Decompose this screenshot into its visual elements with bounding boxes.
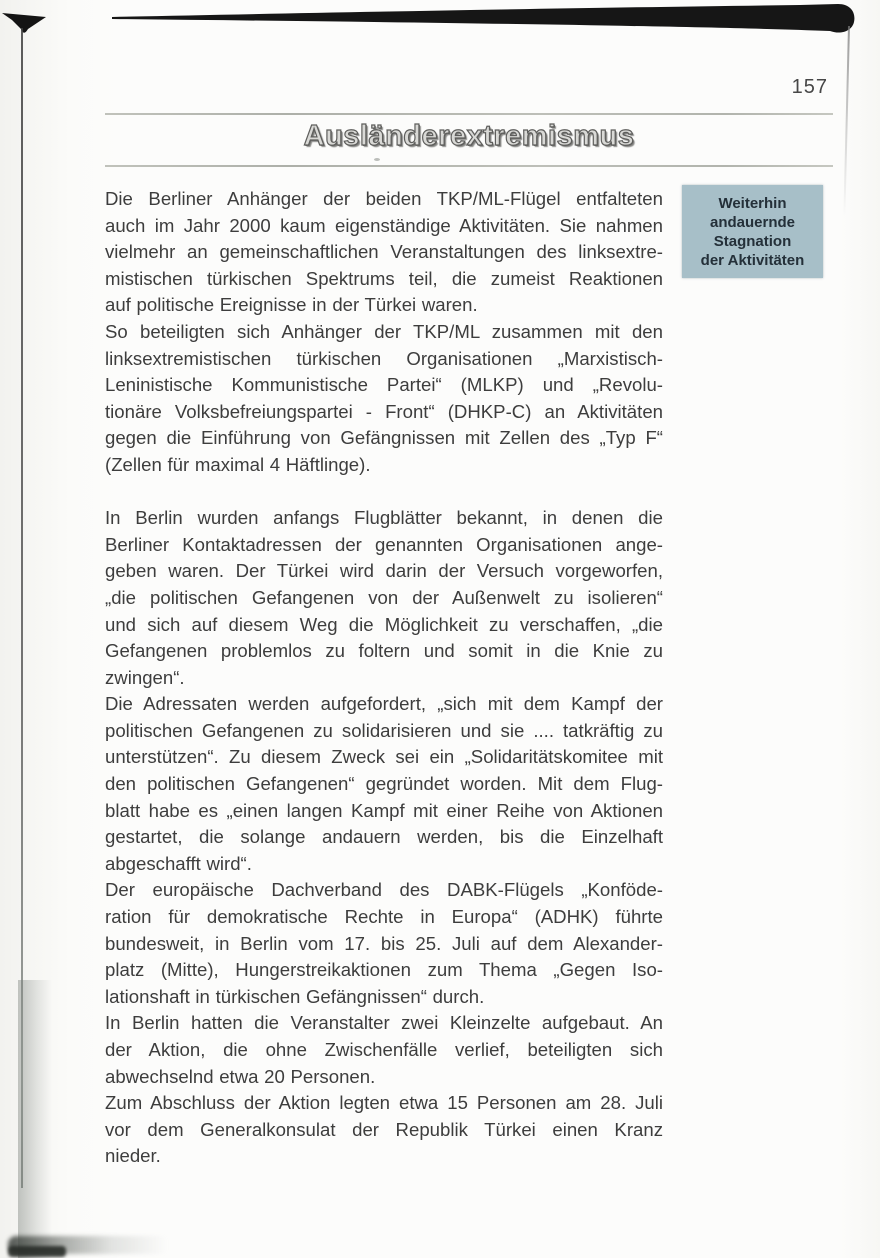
text-line: lationshaft in türkischen Gefängnissen“ durch. [105, 985, 485, 1007]
text-line: Der europäische Dachverband des DABK-Flügels „Konföde- [105, 879, 663, 901]
text-line: auf politische Ereignisse in der Türkei waren. [105, 294, 478, 316]
paragraph [105, 1090, 663, 1170]
text-line: gestartet, die solange andauern werden, bis die Einzelhaft [105, 826, 663, 848]
text-line: auch im Jahr 2000 kaum eigenständige Aktivitäten. Sie nahmen [105, 214, 663, 236]
page-title: Ausländerextremismus [303, 120, 635, 152]
sidebar-note-line: Weiterhin [718, 195, 787, 212]
sidebar-note-line: der Aktivitäten [700, 252, 805, 269]
scan-artifact-top-streak [0, 0, 880, 50]
title-divider-bottom [105, 165, 833, 167]
scan-artifact-corner-fold [0, 0, 60, 45]
paragraph [105, 1010, 663, 1090]
scan-artifact-right-edge [843, 26, 850, 216]
text-line: abwechselnd etwa 20 Personen. [105, 1065, 376, 1087]
text-line: Die Berliner Anhänger der beiden TKP/ML-Flügel entfalteten [105, 188, 663, 209]
paragraph [105, 319, 663, 479]
paragraph [105, 505, 663, 691]
text-line: So beteiligten sich Anhänger der TKP/ML zusammen mit den [105, 320, 663, 342]
text-section [105, 505, 663, 1170]
text-line: Berliner Kontaktadressen der genannten Organisationen ange- [105, 533, 663, 555]
text-line: mistischen türkischen Spektrums teil, die zumeist Reaktionen [105, 267, 663, 289]
text-line: abgeschafft wird“. [105, 852, 252, 874]
text-line: vielmehr an gemeinschaftlichen Veranstaltungen des linksextre- [105, 241, 663, 263]
scan-artifact-bottom-corner [8, 1246, 66, 1257]
text-line: den politischen Gefangenen“ gegründet worden. Mit dem Flug- [105, 773, 663, 795]
text-line: unterstützen“. Zu diesem Zweck sei ein „Solidaritätskomitee mit [105, 746, 663, 768]
text-line: geben waren. Der Türkei wird darin der Versuch vorgeworfen, [105, 560, 663, 582]
text-line: „die politischen Gefangenen von der Außenwelt zu isolieren“ [105, 586, 663, 608]
text-line: bundesweit, in Berlin vom 17. bis 25. Juli auf dem Alexander- [105, 932, 663, 954]
text-line: blatt habe es „einen langen Kampf mit einer Reihe von Aktionen [105, 799, 663, 821]
title-divider-top [105, 113, 833, 115]
text-line: der Aktion, die ohne Zwischenfälle verlief, beteiligten sich [105, 1039, 663, 1060]
text-line: In Berlin wurden anfangs Flugblätter bekannt, in denen die [105, 507, 663, 529]
body-text [105, 186, 663, 1170]
text-line: zwingen“. [105, 666, 185, 688]
sidebar-note-line: andauernde [709, 214, 796, 231]
paragraph [105, 877, 663, 1010]
scan-artifact-page-curl [18, 980, 52, 1258]
text-line: Leninistische Kommunistische Partei“ (MLKP) und „Revolu- [105, 374, 663, 396]
page-number: 157 [791, 76, 828, 98]
text-line: vor dem Generalkonsulat der Republik Türkei einen Kranz [105, 1118, 663, 1140]
text-line: politischen Gefangenen zu solidarisieren und sie .... tatkräftig zu [105, 719, 663, 741]
text-line: ration für demokratische Rechte in Europa“ (ADHK) führte [105, 906, 663, 928]
paragraph [105, 691, 663, 877]
text-line: tionäre Volksbefreiungspartei - Front“ (DHKP-C) an Aktivitäten [105, 400, 663, 422]
scan-artifact-speck [374, 158, 380, 161]
text-line: Die Adressaten werden aufgefordert, „sich mit dem Kampf der [105, 693, 663, 715]
paragraph [105, 186, 663, 319]
text-line: (Zellen für maximal 4 Häftlinge). [105, 453, 371, 475]
text-line: Gefangenen problemlos zu foltern und somit in die Knie zu [105, 640, 663, 662]
text-line: In Berlin hatten die Veranstalter zwei Kleinzelte aufgebaut. An [105, 1012, 663, 1034]
sidebar-note-line: Stagnation [713, 233, 792, 250]
text-line: gegen die Einführung von Gefängnissen mit Zellen des „Typ F“ [105, 427, 663, 449]
text-line: platz (Mitte), Hungerstreikaktionen zum Thema „Gegen Iso- [105, 959, 663, 981]
text-line: nieder. [105, 1145, 161, 1167]
text-line: und sich auf diesem Weg die Möglichkeit zu verschaffen, „die [105, 613, 663, 635]
text-section [105, 186, 663, 479]
text-line: Zum Abschluss der Aktion legten etwa 15 Personen am 28. Juli [105, 1092, 663, 1114]
text-line: linksextremistischen türkischen Organisationen „Marxistisch- [105, 347, 663, 369]
sidebar-note [682, 185, 823, 278]
